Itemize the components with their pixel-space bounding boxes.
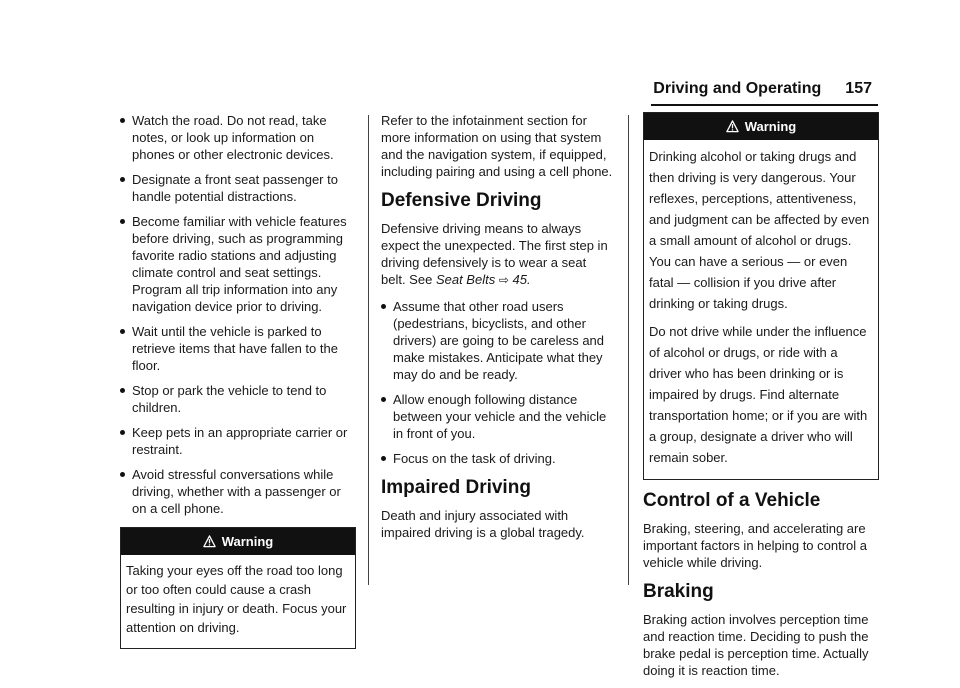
distraction-warning-box <box>120 527 356 649</box>
list-item: Avoid stressful conversations while driving, whether with a passenger or on a cell phone. <box>120 466 356 517</box>
list-item: Designate a front seat passenger to handle potential distractions. <box>120 171 356 205</box>
warning-text: Taking your eyes off the road too long or too often could cause a crash resulting in injury or death. Focus your attention on driving. <box>126 563 347 635</box>
warning-icon <box>203 535 216 548</box>
bullet-icon <box>120 472 125 477</box>
defensive-driving-paragraph: Defensive driving means to always expect the unexpected. The first step in driving defensively is to wear a seat belt. See Seat Belts ⇨ 45. <box>381 221 608 287</box>
defensive-tips-list <box>381 298 614 467</box>
impaired-warning-box <box>643 112 879 480</box>
control-paragraph: Braking, steering, and accelerating are important factors in helping to control a vehicle while driving. <box>643 521 868 570</box>
braking-heading: Braking <box>643 581 714 602</box>
list-item: Watch the road. Do not read, take notes, or look up information on phones or other electronic devices. <box>120 112 356 163</box>
list-item: Assume that other road users (pedestrians, bicyclists, and other drivers) are going to be careless and make mistakes. Anticipate what they may do and be ready. <box>381 298 614 383</box>
warning-header <box>644 113 878 140</box>
section-title: Driving and Operating <box>653 80 822 97</box>
braking-paragraph: Braking action involves perception time and reaction time. Deciding to push the brake pedal is perception time. Actually doing it is reaction time. <box>643 612 869 678</box>
bullet-icon <box>120 388 125 393</box>
infotainment-paragraph: Refer to the infotainment section for more information on using that system and the navigation system, if equipped, including pairing and using a cell phone. <box>381 113 613 179</box>
bullet-icon <box>120 118 125 123</box>
bullet-icon <box>381 397 386 402</box>
warning-title: Warning <box>221 534 274 549</box>
list-item: Focus on the task of driving. <box>381 450 614 467</box>
column-2 <box>381 112 614 550</box>
impaired-driving-heading: Impaired Driving <box>381 477 531 498</box>
warning-body <box>121 555 355 648</box>
list-item: Wait until the vehicle is parked to retrieve items that have fallen to the floor. <box>120 323 356 374</box>
warning-paragraph-2: Do not drive while under the influence of alcohol or drugs, or ride with a driver who has been drinking or is impaired by drugs. Find alternate transportation home; or if you are with a group, designate a driver who will remain sober. <box>649 324 868 465</box>
column-3 <box>643 112 879 688</box>
warning-icon <box>726 120 739 133</box>
warning-body <box>644 140 878 479</box>
bullet-icon <box>120 329 125 334</box>
header-rule <box>651 104 878 106</box>
list-item: Stop or park the vehicle to tend to children. <box>120 382 356 416</box>
page-number: 157 <box>845 80 872 97</box>
bullet-icon <box>381 304 386 309</box>
seat-belts-link[interactable]: Seat Belts <box>435 272 496 287</box>
column-divider-1 <box>368 115 369 585</box>
page-ref-icon: ⇨ <box>498 273 509 287</box>
impaired-driving-paragraph: Death and injury associated with impaired driving is a global tragedy. <box>381 508 585 540</box>
list-item: Keep pets in an appropriate carrier or restraint. <box>120 424 356 458</box>
bullet-icon <box>120 177 125 182</box>
bullet-icon <box>381 456 386 461</box>
bullet-icon <box>120 430 125 435</box>
defensive-driving-heading: Defensive Driving <box>381 190 542 211</box>
bullet-icon <box>120 219 125 224</box>
control-heading: Control of a Vehicle <box>643 490 821 511</box>
column-1 <box>120 112 356 649</box>
list-item: Become familiar with vehicle features before driving, such as programming favorite radio stations and adjusting climate control and seat settings. Program all trip information into any navigation device prior to driving. <box>120 213 356 315</box>
distraction-tips-list <box>120 112 356 517</box>
column-divider-2 <box>628 115 629 585</box>
warning-title: Warning <box>744 119 797 134</box>
warning-paragraph-1: Drinking alcohol or taking drugs and then driving is very dangerous. Your reflexes, perceptions, attentiveness, and judgment can be affected by even a small amount of alcohol or drugs. You can have a serious — or even fatal — collision if you drive after drinking or taking drugs. <box>649 149 870 311</box>
list-item: Allow enough following distance between your vehicle and the vehicle in front of you. <box>381 391 614 442</box>
page-ref-number: 45. <box>512 272 531 287</box>
page-header <box>653 80 872 98</box>
warning-header <box>121 528 355 555</box>
